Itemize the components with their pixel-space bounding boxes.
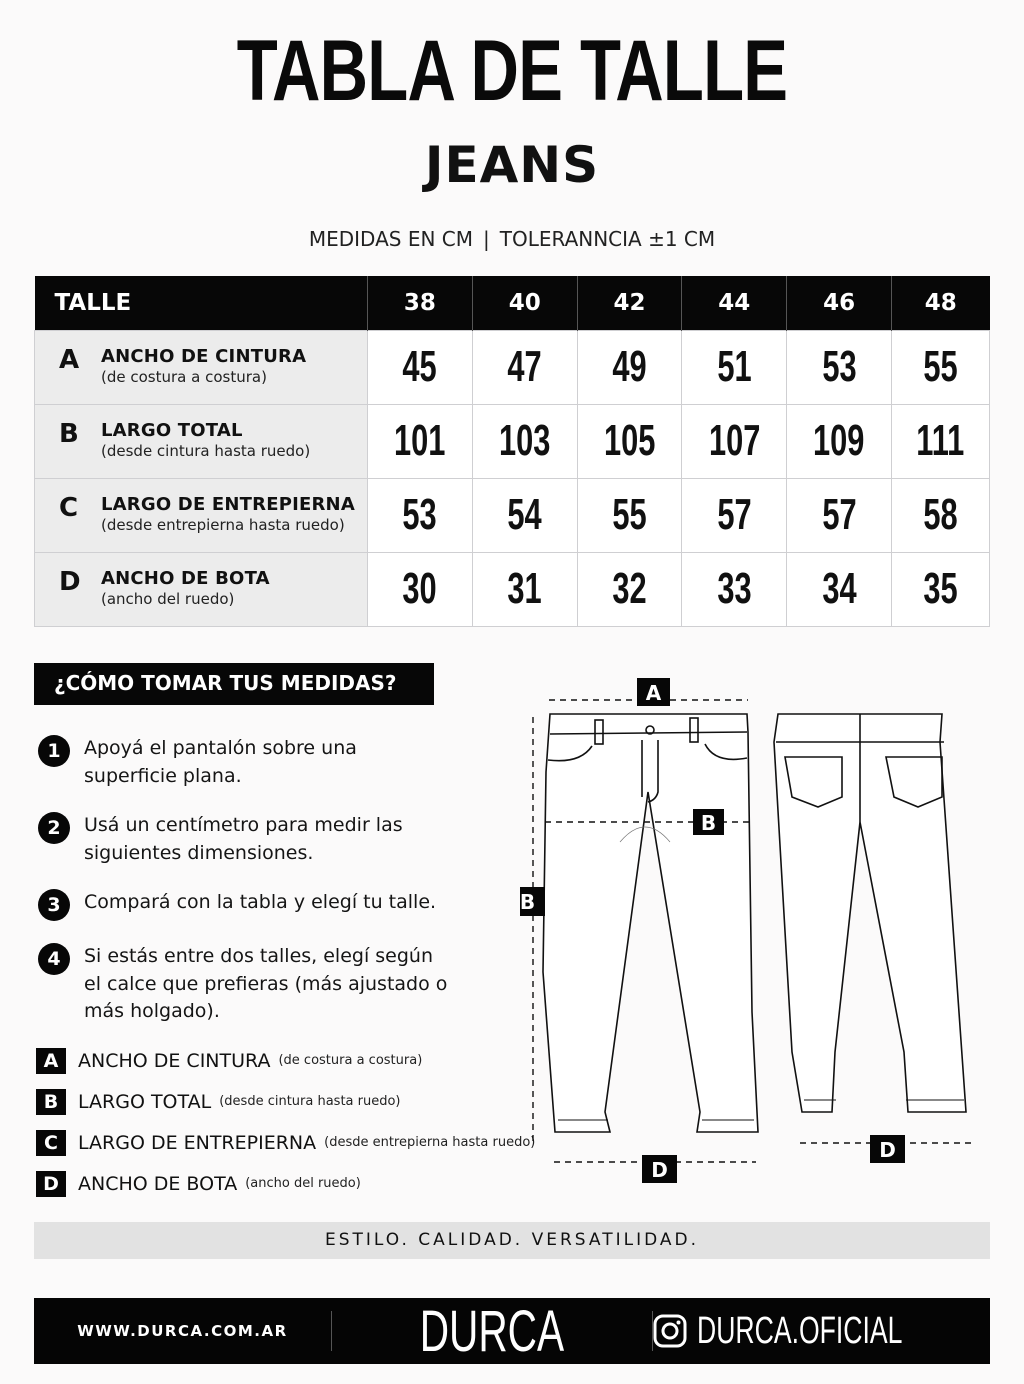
legend-name: LARGO DE ENTREPIERNA — [78, 1131, 317, 1154]
value-cell: 111 — [891, 404, 989, 478]
svg-text:D: D — [651, 1158, 668, 1182]
table-row — [35, 404, 990, 478]
size-header: 40 — [472, 276, 577, 330]
value-cell: 53 — [787, 330, 892, 404]
legend-desc: (desde entrepierna hasta ruedo) — [324, 1135, 536, 1150]
jeans-diagram — [520, 672, 1000, 1192]
svg-text:D: D — [879, 1138, 896, 1162]
step-item — [38, 735, 488, 790]
value-cell: 53 — [368, 478, 473, 552]
row-label — [35, 330, 368, 404]
back-jeans-illustration — [774, 714, 966, 1112]
step-text: Si estás entre dos talles, elegí según el calce que prefieras (más ajustado o más holgado). — [84, 945, 448, 1023]
size-header: 38 — [368, 276, 473, 330]
table-row — [35, 478, 990, 552]
value-cell: 55 — [891, 330, 989, 404]
value-cell: 109 — [787, 404, 892, 478]
table-row — [35, 330, 990, 404]
value-cell: 49 — [577, 330, 682, 404]
svg-text:A: A — [645, 681, 662, 705]
value-cell: 57 — [787, 478, 892, 552]
legend-desc: (de costura a costura) — [278, 1053, 423, 1068]
row-desc: (desde entrepierna hasta ruedo) — [101, 516, 345, 535]
row-label — [35, 404, 368, 478]
legend-item — [36, 1040, 535, 1081]
measurement-info — [0, 227, 1024, 251]
legend-desc: (ancho del ruedo) — [245, 1176, 361, 1191]
value-cell: 103 — [472, 404, 577, 478]
legend-item — [36, 1163, 535, 1204]
value-cell: 51 — [682, 330, 787, 404]
legend-name: LARGO TOTAL — [78, 1090, 212, 1113]
row-desc: (desde cintura hasta ruedo) — [101, 442, 311, 461]
value-cell: 54 — [472, 478, 577, 552]
value-cell: 34 — [787, 552, 892, 626]
website-link[interactable]: WWW.DURCA.COM.AR — [77, 1322, 288, 1340]
legend-name: ANCHO DE BOTA — [78, 1172, 238, 1195]
footer-divider — [331, 1311, 332, 1351]
step-item — [38, 943, 488, 1026]
legend-desc: (desde cintura hasta ruedo) — [219, 1094, 401, 1109]
row-name: LARGO TOTAL — [101, 419, 243, 441]
row-label — [35, 552, 368, 626]
instagram-handle: DURCA.OFICIAL — [696, 1309, 902, 1352]
page-title: TABLA DE TALLE — [236, 23, 788, 119]
page-subtitle: JEANS — [424, 136, 600, 194]
talle-header: TALLE — [35, 276, 368, 330]
value-cell: 101 — [368, 404, 473, 478]
row-letter: A — [59, 344, 80, 375]
size-header: 42 — [577, 276, 682, 330]
size-header: 48 — [891, 276, 989, 330]
row-name: ANCHO DE BOTA — [101, 567, 270, 589]
value-cell: 33 — [682, 552, 787, 626]
table-row — [35, 552, 990, 626]
instagram-link[interactable] — [653, 1310, 990, 1353]
row-desc: (ancho del ruedo) — [101, 590, 235, 609]
footer-bar — [34, 1298, 990, 1364]
step-text: Compará con la tabla y elegí tu talle. — [84, 891, 437, 914]
measurement-legend — [36, 1040, 535, 1204]
row-desc: (de costura a costura) — [101, 368, 267, 387]
legend-name: ANCHO DE CINTURA — [78, 1049, 271, 1072]
value-cell: 107 — [682, 404, 787, 478]
legend-letter-badge: B — [36, 1089, 66, 1115]
row-name: ANCHO DE CINTURA — [101, 345, 307, 367]
row-label — [35, 478, 368, 552]
step-text: Usá un centímetro para medir las siguientes dimensiones. — [84, 814, 403, 864]
step-number-badge: 2 — [38, 812, 70, 844]
size-header: 46 — [787, 276, 892, 330]
legend-letter-badge: A — [36, 1048, 66, 1074]
legend-item — [36, 1081, 535, 1122]
step-number-badge: 1 — [38, 735, 70, 767]
legend-item — [36, 1122, 535, 1163]
row-letter: C — [59, 492, 79, 523]
step-text: Apoyá el pantalón sobre una superficie plana. — [84, 737, 357, 787]
value-cell: 30 — [368, 552, 473, 626]
svg-text:B: B — [700, 811, 717, 835]
value-cell: 105 — [577, 404, 682, 478]
brand-logo: DURCA — [419, 1298, 564, 1364]
legend-letter-badge: C — [36, 1130, 66, 1156]
front-jeans-illustration — [543, 714, 758, 1132]
steps-list — [38, 735, 488, 1048]
value-cell: 57 — [682, 478, 787, 552]
instagram-icon — [653, 1314, 687, 1348]
row-name: LARGO DE ENTREPIERNA — [101, 493, 355, 515]
howto-heading: ¿CÓMO TOMAR TUS MEDIDAS? — [34, 663, 434, 705]
step-number-badge: 3 — [38, 889, 70, 921]
svg-text:B: B — [520, 890, 536, 914]
size-header: 44 — [682, 276, 787, 330]
row-letter: B — [59, 418, 79, 449]
step-item — [38, 889, 488, 921]
size-header-row — [35, 276, 990, 330]
units-text: MEDIDAS EN CM — [308, 227, 473, 251]
value-cell: 55 — [577, 478, 682, 552]
value-cell: 58 — [891, 478, 989, 552]
value-cell: 47 — [472, 330, 577, 404]
separator: | — [483, 227, 490, 251]
value-cell: 45 — [368, 330, 473, 404]
value-cell: 35 — [891, 552, 989, 626]
value-cell: 31 — [472, 552, 577, 626]
tagline-banner: ESTILO. CALIDAD. VERSATILIDAD. — [34, 1222, 990, 1259]
step-item — [38, 812, 488, 867]
size-table — [34, 276, 990, 627]
value-cell: 32 — [577, 552, 682, 626]
row-letter: D — [59, 566, 81, 597]
tolerance-text: TOLERANNCIA ±1 CM — [499, 227, 716, 251]
legend-letter-badge: D — [36, 1171, 66, 1197]
step-number-badge: 4 — [38, 943, 70, 975]
